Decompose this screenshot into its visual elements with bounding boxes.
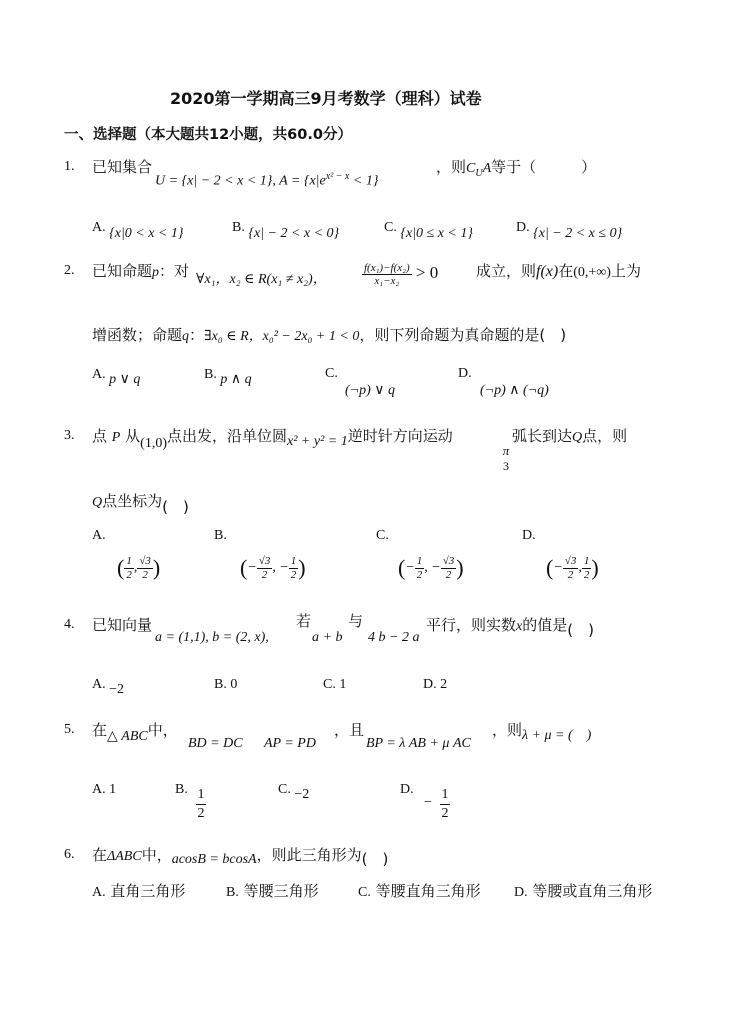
question-number: 1. bbox=[64, 159, 75, 174]
question-number: 3. bbox=[64, 428, 75, 443]
option-a[interactable]: A. p ∨ q bbox=[92, 367, 141, 387]
option-b[interactable]: B. bbox=[175, 782, 188, 797]
option-a[interactable]: A. −2 bbox=[92, 677, 125, 697]
option-d-value: (− $\frac{√3}{2}$ , $\frac{1}{2}$ ) bbox=[546, 555, 599, 581]
option-b[interactable]: B. bbox=[214, 528, 227, 543]
option-d[interactable]: D. {x| − 2 < x ≤ 0} bbox=[516, 220, 623, 241]
question-text: Q点坐标为( ) bbox=[92, 492, 189, 516]
math-expression: AP = PD bbox=[264, 736, 316, 751]
option-d[interactable]: D. bbox=[522, 528, 536, 543]
page-title: 2020第一学期高三9月考数学（理科）试卷 bbox=[170, 89, 482, 108]
question-text: 弧长到达Q点，则 bbox=[512, 427, 628, 445]
option-d[interactable]: D. 等腰或直角三角形 bbox=[514, 882, 653, 900]
math-expression: ∀x₁，x₂ ∈ R(x₁ ≠ x₂)， bbox=[196, 272, 327, 287]
question-number: 5. bbox=[64, 722, 75, 737]
question-text: ，且 bbox=[334, 721, 365, 739]
fraction: $\frac{\text{f(x₁)−f(x₂)}}{\text{x₁−x₂}}$ > 0 bbox=[364, 262, 439, 288]
option-d[interactable]: D. (¬p) ∧ (¬q) bbox=[458, 366, 549, 398]
question-text: ，则λ + μ = ( ) bbox=[492, 721, 592, 743]
question-text: 已知命题p：对 bbox=[92, 262, 190, 280]
option-c[interactable]: C. 1 bbox=[323, 677, 347, 692]
option-b[interactable]: B. 0 bbox=[214, 677, 238, 692]
question-number: 2. bbox=[64, 263, 75, 278]
section-heading: 一、选择题（本大题共12小题，共60.0分） bbox=[64, 127, 352, 143]
math-expression: BP = λ AB + μ AC bbox=[366, 736, 471, 751]
option-a[interactable]: A. bbox=[92, 528, 106, 543]
question-text: 已知集合 bbox=[92, 158, 153, 176]
math-expression: a = (1,1), b = (2, x), bbox=[155, 630, 269, 645]
arc-length-fraction: π 3 bbox=[502, 443, 510, 473]
question-text: ，则$C_UA$等于（ ） bbox=[436, 158, 597, 179]
option-d-sign: − bbox=[424, 795, 432, 810]
option-d[interactable]: D. 2 bbox=[423, 677, 448, 692]
question-number: 4. bbox=[64, 617, 75, 632]
option-d-value: 1 2 bbox=[441, 787, 449, 822]
question-text: 增函数；命题q：∃x₀ ∈ R，x₀² − 2x₀ + 1 < 0，则下列命题为真命题的是( ) bbox=[92, 326, 567, 344]
question-text: 成立，则f(x)在(0,+∞)上为 bbox=[476, 262, 641, 280]
question-text: 若 bbox=[296, 612, 312, 630]
option-b[interactable]: B. 等腰三角形 bbox=[226, 882, 319, 900]
question-text: 与 bbox=[348, 612, 364, 630]
option-c[interactable]: C. 等腰直角三角形 bbox=[358, 882, 481, 900]
option-b[interactable]: B. {x| − 2 < x < 0} bbox=[232, 220, 340, 241]
option-a[interactable]: A. 直角三角形 bbox=[92, 882, 186, 900]
question-text: 点 P 从(1,0)点出发，沿单位圆x² + y² = 1逆时针方向运动 bbox=[92, 427, 453, 451]
math-expression: BD = DC bbox=[188, 736, 243, 751]
option-d[interactable]: D. bbox=[400, 782, 414, 797]
option-c[interactable]: C. {x|0 ≤ x < 1} bbox=[384, 220, 473, 241]
option-c[interactable]: C. bbox=[376, 528, 389, 543]
option-b-value: (− $\frac{√3}{2}$ , − $\frac{1}{2}$ ) bbox=[240, 555, 306, 581]
math-expression: 4 b − 2 a bbox=[368, 630, 420, 645]
question-text: 平行，则实数x的值是( ) bbox=[426, 616, 594, 639]
question-text: 已知向量 bbox=[92, 616, 153, 634]
option-a[interactable]: A. {x|0 < x < 1} bbox=[92, 220, 184, 241]
question-text: 在ΔABC中，acosB = bcosA，则此三角形为( ) bbox=[92, 846, 389, 868]
math-expression: a + b bbox=[312, 630, 343, 645]
option-c[interactable]: C. (¬p) ∨ q bbox=[325, 366, 396, 398]
option-c-value: (− $\frac{1}{2}$ , − $\frac{√3}{2}$ ) bbox=[398, 555, 464, 581]
option-b[interactable]: B. p ∧ q bbox=[204, 367, 252, 387]
option-a[interactable]: A. 1 bbox=[92, 782, 117, 797]
math-expression: U = {x| − 2 < x < 1}, $A = \{x|e^{x^2 - x} < 1\}$ bbox=[155, 171, 379, 189]
option-c[interactable]: C. −2 bbox=[278, 782, 310, 802]
question-text: 在△ ABC中， bbox=[92, 721, 178, 744]
question-number: 6. bbox=[64, 847, 75, 862]
option-a-value: ( $\frac{1}{2}$ , $\frac{√3}{2}$ ) bbox=[117, 555, 161, 581]
option-b-value: 1 2 bbox=[197, 787, 205, 822]
